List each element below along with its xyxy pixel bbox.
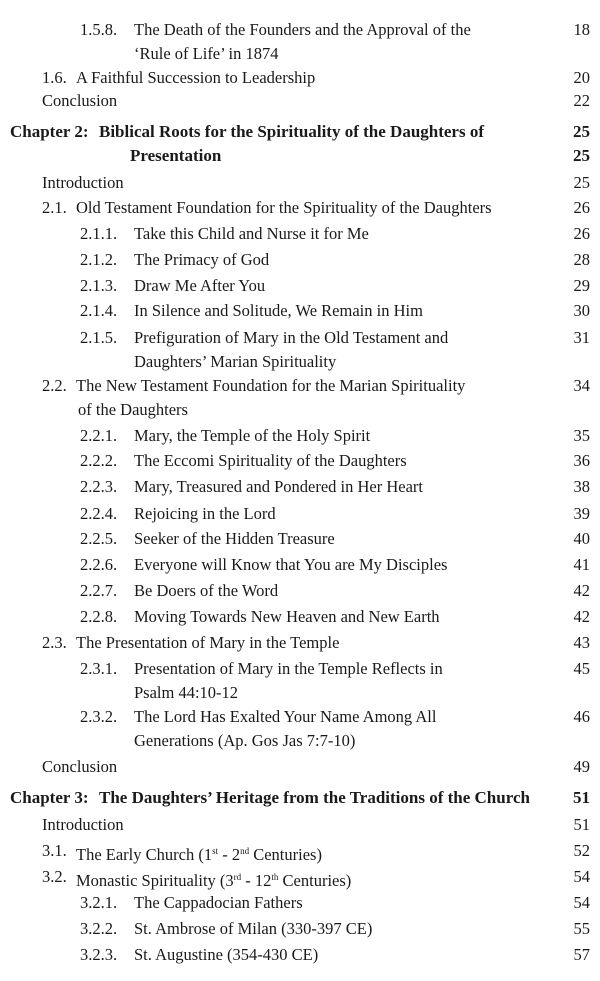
toc-entry-number: 2.2.7. [80, 581, 118, 600]
toc-entry-number: 2.1.4. [80, 301, 118, 320]
toc-entry-number: 2.2.5. [80, 529, 118, 548]
toc-entry [0, 605, 600, 629]
toc-entry-title: The New Testament Foundation for the Marian Spirituality [76, 376, 466, 395]
toc-entry [0, 326, 600, 350]
toc-entry-title: Old Testament Foundation for the Spirituality of the Daughters [76, 198, 492, 217]
toc-entry-number: 2.2. [42, 376, 67, 395]
toc-page-number: 51 [573, 815, 590, 834]
toc-page-number: 49 [573, 757, 590, 776]
toc-entry-continuation [0, 398, 600, 422]
toc-entry [0, 449, 600, 473]
toc-page-number: 25 [573, 122, 590, 141]
toc-entry [0, 18, 600, 42]
toc-entry-number: 1.5.8. [80, 20, 118, 39]
toc-entry-title: Mary, Treasured and Pondered in Her Heart [134, 477, 423, 496]
toc-entry-title: The Lord Has Exalted Your Name Among All [134, 707, 437, 726]
toc-entry-number: 3.2. [42, 867, 67, 886]
toc-entry [0, 120, 600, 144]
toc-entry-title: Psalm 44:10-12 [134, 683, 239, 702]
toc-entry-number: 2.2.4. [80, 504, 118, 523]
toc-entry [0, 299, 600, 323]
toc-entry-title: Take this Child and Nurse it for Me [134, 224, 369, 243]
toc-entry-title: Seeker of the Hidden Treasure [134, 529, 335, 548]
toc-entry-title: Be Doers of the Word [134, 581, 279, 600]
toc-page-number: 57 [573, 945, 590, 964]
toc-entry-number: Chapter 3: [10, 788, 89, 807]
toc-page-number: 43 [573, 633, 590, 652]
toc-entry-title: Presentation [130, 146, 222, 165]
toc-entry-number: 2.1.1. [80, 224, 118, 243]
toc-entry-title: Presentation of Mary in the Temple Reflects in [134, 659, 443, 678]
toc-entry-title: Moving Towards New Heaven and New Earth [134, 607, 440, 626]
toc-entry-title: The Primacy of God [134, 250, 270, 269]
toc-entry [0, 631, 600, 655]
toc-page-number: 41 [573, 555, 590, 574]
toc-page-number: 26 [573, 224, 590, 243]
toc-entry [0, 502, 600, 526]
toc-page-number: 52 [573, 841, 590, 860]
toc-entry-continuation [0, 42, 600, 66]
toc-entry-number: 2.2.3. [80, 477, 118, 496]
toc-entry-continuation [0, 681, 600, 705]
toc-entry-number: 2.1. [42, 198, 67, 217]
toc-entry [0, 891, 600, 915]
toc-page-number: 36 [573, 451, 590, 470]
toc-page-number: 40 [573, 529, 590, 548]
toc-entry [0, 657, 600, 681]
toc-entry [0, 755, 600, 779]
toc-entry-number: 2.2.2. [80, 451, 118, 470]
toc-page-number: 18 [573, 20, 590, 39]
toc-entry [0, 839, 600, 863]
toc-entry-number: 3.2.1. [80, 893, 118, 912]
toc-entry-number: Chapter 2: [10, 122, 89, 141]
toc-entry-number: 2.2.6. [80, 555, 118, 574]
toc-entry [0, 475, 600, 499]
toc-entry-title: The Death of the Founders and the Approval of the [134, 20, 471, 39]
toc-entry-number: 2.3. [42, 633, 67, 652]
toc-entry [0, 943, 600, 967]
toc-entry-continuation [0, 350, 600, 374]
toc-page-number: 31 [573, 328, 590, 347]
toc-entry-number: 3.2.3. [80, 945, 118, 964]
toc-entry-continuation [0, 729, 600, 753]
toc-entry [0, 813, 600, 837]
toc-entry-title: Draw Me After You [134, 276, 266, 295]
toc-entry-title: Everyone will Know that You are My Disciples [134, 555, 448, 574]
toc-page-number: 38 [573, 477, 590, 496]
toc-entry-title: The Early Church (1st - 2nd Centuries) [76, 845, 322, 864]
toc-page-number: 45 [573, 659, 590, 678]
toc-page-number: 51 [573, 788, 590, 807]
toc-page-number: 42 [573, 581, 590, 600]
toc-entry-number: 3.1. [42, 841, 67, 860]
toc-entry-title: Conclusion [42, 91, 118, 110]
toc-entry [0, 917, 600, 941]
toc-entry-title: St. Augustine (354-430 CE) [134, 945, 319, 964]
toc-page-number: 28 [573, 250, 590, 269]
toc-page-number: 54 [573, 867, 590, 886]
toc-entry-title: Conclusion [42, 757, 118, 776]
toc-entry [0, 374, 600, 398]
toc-entry [0, 786, 600, 810]
toc-entry-number: 2.2.8. [80, 607, 118, 626]
toc-entry [0, 196, 600, 220]
toc-page-number: 46 [573, 707, 590, 726]
toc-page-number: 22 [573, 91, 590, 110]
toc-entry-title: The Daughters’ Heritage from the Traditions of the Church [99, 788, 530, 807]
toc-page-number: 30 [573, 301, 590, 320]
toc-entry-number: 2.2.1. [80, 426, 118, 445]
toc-entry-title: The Eccomi Spirituality of the Daughters [134, 451, 407, 470]
toc-page-number: 39 [573, 504, 590, 523]
toc-entry-title: Monastic Spirituality (3rd - 12th Centuries) [76, 871, 352, 890]
toc-entry-title: Rejoicing in the Lord [134, 504, 276, 523]
toc-entry-title: St. Ambrose of Milan (330-397 CE) [134, 919, 373, 938]
toc-page-number: 20 [573, 68, 590, 87]
toc-page-number: 35 [573, 426, 590, 445]
toc-entry-number: 1.6. [42, 68, 67, 87]
toc-entry-number: 2.1.5. [80, 328, 118, 347]
toc-entry-number: 2.3.1. [80, 659, 118, 678]
toc-entry [0, 274, 600, 298]
toc-entry-title: In Silence and Solitude, We Remain in Him [134, 301, 423, 320]
toc-entry-number: 2.1.3. [80, 276, 118, 295]
toc-entry [0, 579, 600, 603]
toc-page-number: 42 [573, 607, 590, 626]
toc-entry-number: 2.3.2. [80, 707, 118, 726]
toc-entry-title: Introduction [42, 173, 124, 192]
toc-entry-title: Mary, the Temple of the Holy Spirit [134, 426, 371, 445]
toc-entry [0, 66, 600, 90]
toc-page-number: 34 [573, 376, 590, 395]
toc-entry [0, 424, 600, 448]
toc-entry [0, 248, 600, 272]
toc-entry [0, 553, 600, 577]
toc-page-number: 54 [573, 893, 590, 912]
toc-entry [0, 222, 600, 246]
toc-page-number: 55 [573, 919, 590, 938]
toc-entry-continuation [0, 144, 600, 168]
toc-entry [0, 527, 600, 551]
toc-entry-title: Introduction [42, 815, 124, 834]
toc-entry-title: Daughters’ Marian Spirituality [134, 352, 337, 371]
toc-page-number: 26 [573, 198, 590, 217]
toc-entry-title: Biblical Roots for the Spirituality of the Daughters of [99, 122, 485, 141]
toc-entry-number: 2.1.2. [80, 250, 118, 269]
toc-page-number: 25 [573, 173, 590, 192]
toc-entry-title: A Faithful Succession to Leadership [76, 68, 316, 87]
toc-entry-title: Prefiguration of Mary in the Old Testament and [134, 328, 449, 347]
toc-entry-title: of the Daughters [78, 400, 188, 419]
toc-entry-number: 3.2.2. [80, 919, 118, 938]
toc-entry [0, 865, 600, 889]
toc-page-number: 29 [573, 276, 590, 295]
toc-entry-title: ‘Rule of Life’ in 1874 [134, 44, 279, 63]
toc-page-number: 25 [573, 146, 590, 165]
toc-entry [0, 705, 600, 729]
toc-entry [0, 89, 600, 113]
toc-entry [0, 171, 600, 195]
toc-entry-title: The Presentation of Mary in the Temple [76, 633, 340, 652]
toc-entry-title: Generations (Ap. Gos Jas 7:7-10) [134, 731, 356, 750]
toc-entry-title: The Cappadocian Fathers [134, 893, 303, 912]
